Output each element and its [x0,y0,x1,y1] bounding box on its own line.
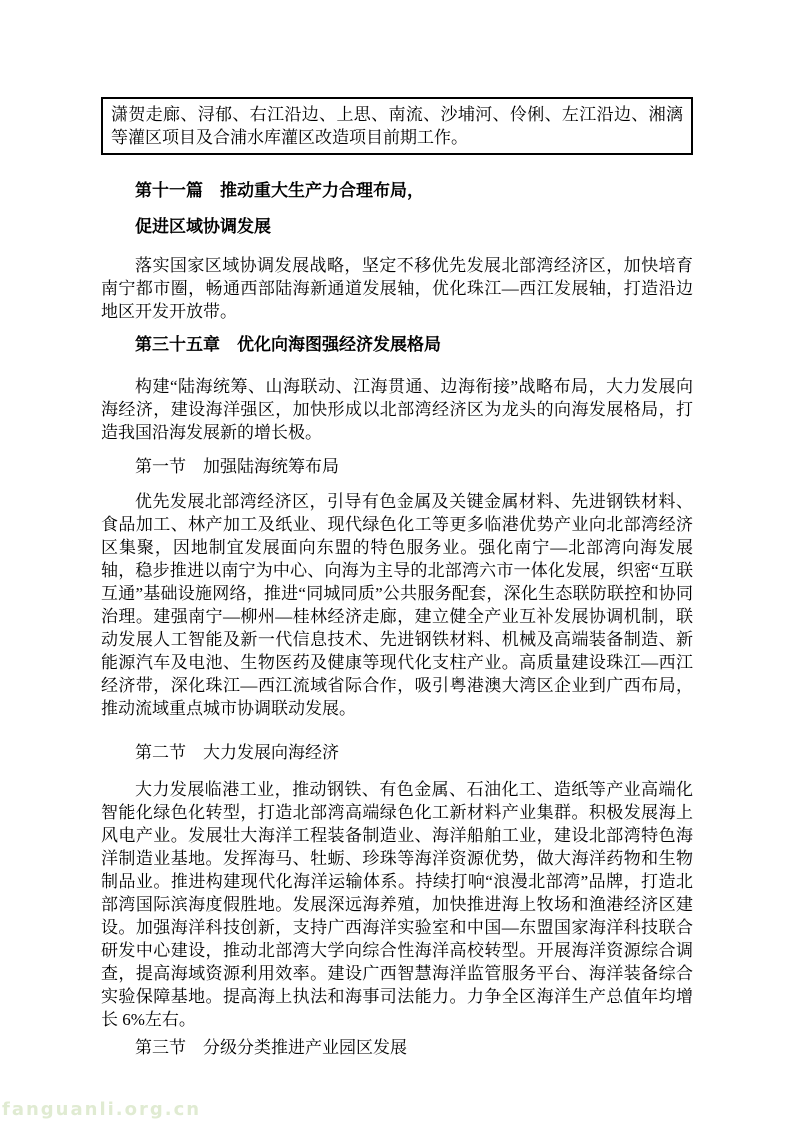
section-2-title: 第二节 大力发展向海经济 [135,743,339,762]
chapter-title: 第三十五章 优化向海图强经济发展格局 [135,335,441,354]
section-1-title: 第一节 加强陆海统筹布局 [135,457,339,476]
part-title-line1: 第十一篇 推动重大生产力合理布局， [135,181,424,200]
notice-box: 潇贺走廊、浔郁、右江沿边、上思、南流、沙埔河、伶俐、左江沿边、湘漓等灌区项目及合浦水库灌区改造项目前期工作。 [101,97,693,155]
section-1-body-paragraph: 优先发展北部湾经济区，引导有色金属及关键金属材料、先进钢铁材料、食品加工、林产加工及纸业、现代绿色化工等更多临港优势产业向北部湾经济区集聚，因地制宜发展面向东盟的特色服务业。强化南宁—北部湾向海发展轴，稳步推进以南宁为中心、向海为主导的北部湾六市一体化发展，织密“互联互通”基础设施网络，推进“同城同质”公共服务配套，深化生态联防联控和协同治理。建强南宁—柳州—桂林经济走廊，建立健全产业互补发展协调机制，联动发展人工智能及新一代信息技术、先进钢铁材料、机械及高端装备制造、新能源汽车及电池、生物医药及健康等现代化支柱产业。高质量建设珠江—西江经济带，深化珠江—西江流域省际合作，吸引粤港澳大湾区企业到广西布局，推动流域重点城市协调联动发展。 [101,492,693,718]
part-intro-paragraph: 落实国家区域协调发展战略，坚定不移优先发展北部湾经济区，加快培育南宁都市圈，畅通西部陆海新通道发展轴，优化珠江—西江发展轴，打造沿边地区开发开放带。 [101,256,693,321]
document-content [101,97,693,1071]
section-2-body-paragraph: 大力发展临港工业，推动钢铁、有色金属、石油化工、造纸等产业高端化智能化绿色化转型，打造北部湾高端绿色化工新材料产业集群。积极发展海上风电产业。发展壮大海洋工程装备制造业、海洋船舶工业，建设北部湾特色海洋制造业基地。发挥海马、牡蛎、珍珠等海洋资源优势，做大海洋药物和生物制品业。推进构建现代化海洋运输体系。持续打响“浪漫北部湾”品牌，打造北部湾国际滨海度假胜地。发展深远海养殖，加快推进海上牧场和渔港经济区建设。加强海洋科技创新，支持广西海洋实验室和中国—东盟国家海洋科技联合研发中心建设，推动北部湾大学向综合性海洋高校转型。开展海洋资源综合调查，提高海域资源利用效率。建设广西智慧海洋监管服务平台、海洋装备综合实验保障基地。提高海上执法和海事司法能力。力争全区海洋生产总值年均增长 6%左右。 [101,780,693,1029]
section-3-title: 第三节 分级分类推进产业园区发展 [135,1038,407,1057]
chapter-intro-paragraph: 构建“陆海统筹、山海联动、江海贯通、边海衔接”战略布局，大力发展向海经济，建设海洋强区，加快形成以北部湾经济区为龙头的向海发展格局，打造我国沿海发展新的增长极。 [101,377,693,442]
watermark-site-text: fanguanli.org.cn [2,1099,202,1120]
part-title-line2: 促进区域协调发展 [135,217,271,236]
